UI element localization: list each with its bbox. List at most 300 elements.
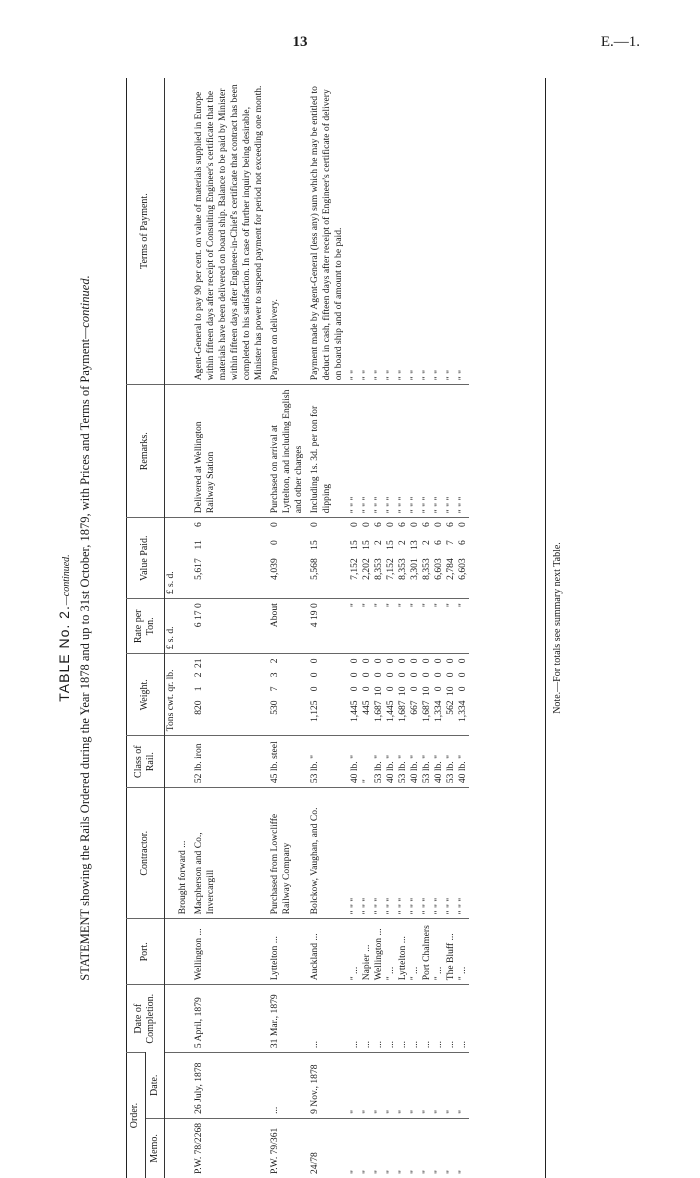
value-pence: 0	[308, 522, 320, 528]
cell-completion: ...	[372, 1040, 384, 1049]
cell-memo	[433, 1118, 445, 1178]
cell-class	[189, 736, 265, 788]
value-pounds: 5,568	[308, 558, 320, 580]
cell-contractor: " " "	[396, 897, 408, 915]
cell-contractor	[397, 788, 409, 919]
statement-heading	[78, 78, 93, 1178]
table-row	[457, 78, 469, 1178]
value-shillings: 15	[308, 540, 320, 550]
cell-remarks	[189, 385, 265, 518]
cell-remarks: " " "	[348, 496, 360, 514]
weight-qr: 0	[360, 672, 372, 678]
cell-contractor	[177, 788, 189, 919]
cell-port: Port Chalmers	[420, 925, 432, 981]
cell-class: 40 lb. "	[432, 754, 444, 784]
value-pence: 6	[192, 522, 204, 528]
cell-contractor	[385, 788, 397, 919]
cell-value	[265, 518, 305, 599]
cell-port: " ...	[408, 966, 420, 981]
cell-date	[457, 1053, 469, 1119]
value-pounds: 6,603	[432, 558, 444, 580]
value-pounds: 5,617	[192, 558, 204, 580]
cell-remarks	[373, 385, 385, 518]
value-pounds: 2,784	[444, 558, 456, 580]
cell-rate: 4 19 0	[308, 603, 320, 628]
page-number: 13	[292, 34, 308, 50]
cell-contractor: Purchased from Lowcliffe Railway Company	[268, 813, 292, 915]
value-shillings: 2	[372, 540, 384, 546]
value-pence: 0	[408, 522, 420, 528]
table-row	[305, 78, 345, 1178]
weight-lb: 0	[384, 658, 396, 664]
cell-date: 9 Nov., 1878	[308, 1064, 320, 1114]
cell-contractor	[265, 788, 305, 919]
cell-completion	[265, 985, 305, 1053]
cell-date	[445, 1053, 457, 1119]
cell-rate	[305, 599, 345, 654]
cell-class: 52 lb. iron	[192, 743, 204, 784]
cell-class	[433, 736, 445, 788]
table-row	[445, 78, 457, 1178]
value-pounds: 8,353	[396, 558, 408, 580]
cell-rate	[409, 599, 421, 654]
cell-class: 40 lb. "	[408, 754, 420, 784]
cell-terms	[373, 78, 385, 385]
cell-date	[189, 1053, 265, 1119]
weight-tons: 1,334	[432, 700, 444, 722]
value-pounds: 7,152	[348, 558, 360, 580]
cell-class	[177, 736, 189, 788]
cell-remarks	[433, 385, 445, 518]
cell-port: " ...	[348, 966, 360, 981]
table-note: Note.—For totals see summary next Table.	[552, 542, 563, 714]
cell-terms: " "	[420, 370, 432, 381]
weight-lb: 0	[396, 658, 408, 664]
document-ref: E.—1.	[600, 34, 640, 50]
header-terms: Terms of Payment.	[126, 78, 165, 385]
weight-lb: 0	[348, 658, 360, 664]
cell-contractor	[445, 788, 457, 919]
cell-completion	[345, 985, 361, 1053]
cell-contractor	[345, 788, 361, 919]
cell-date: "	[408, 1109, 420, 1114]
cell-memo: "	[456, 1170, 468, 1174]
cell-value	[385, 518, 397, 599]
cell-contractor	[421, 788, 433, 919]
cell-port: Wellington ...	[372, 928, 384, 981]
cell-memo	[361, 1118, 373, 1178]
value-pence: 0	[348, 522, 360, 528]
cell-terms: " "	[432, 370, 444, 381]
cell-terms	[457, 78, 469, 385]
table-row	[409, 78, 421, 1178]
cell-terms: Agent-General to pay 90 per cent. on value of materials supplied in Europe within fifteen days after receipt of Consulting Engineer's certificate that the materials have been delivered on board ship. Balance to be paid by Minister within fifteen days after Engineer-in-Chief's certificate that contract has been completed to his satisfaction. In case of further inquiry being desirable, Minister has power to suspend payment for period not exceeding one month.	[192, 84, 264, 381]
cell-memo: "	[372, 1170, 384, 1174]
cell-rate: 6 17 0	[192, 603, 204, 628]
statement-text: STATEMENT showing the Rails Ordered during the Year 1878 and up to 31st October, 1879, with Prices and Terms of Payment	[78, 338, 92, 981]
cell-memo	[445, 1118, 457, 1178]
cell-memo: "	[360, 1170, 372, 1174]
header-order: Order.	[126, 1053, 145, 1178]
cell-date: "	[360, 1109, 372, 1114]
cell-port: Lyttelton ...	[268, 936, 280, 981]
table-row	[385, 78, 397, 1178]
cell-class: 40 lb. "	[456, 754, 468, 784]
cell-remarks	[457, 385, 469, 518]
cell-weight	[189, 654, 265, 736]
value-shillings: 0	[268, 540, 280, 546]
cell-contractor	[305, 788, 345, 919]
cell-value	[345, 518, 361, 599]
weight-qr: 0	[456, 672, 468, 678]
cell-class: 53 lb. "	[308, 754, 320, 784]
table-row	[433, 78, 445, 1178]
weight-tons: 445	[360, 700, 372, 715]
weight-qr: 2	[192, 672, 204, 678]
header-rate: Rate per Ton.	[126, 599, 165, 654]
weight-cwt: 0	[360, 686, 372, 692]
cell-remarks: Delivered at Wellington Railway Station	[192, 421, 216, 514]
cell-weight	[305, 654, 345, 736]
cell-terms	[397, 78, 409, 385]
cell-weight	[373, 654, 385, 736]
cell-port	[345, 919, 361, 985]
cell-date: "	[432, 1109, 444, 1114]
cell-contractor	[373, 788, 385, 919]
weight-tons: 1,445	[384, 700, 396, 722]
cell-memo	[305, 1118, 345, 1178]
cell-completion	[433, 985, 445, 1053]
cell-value	[397, 518, 409, 599]
cell-remarks	[409, 385, 421, 518]
cell-class: "	[360, 779, 372, 784]
cell-class	[305, 736, 345, 788]
cell-value	[189, 518, 265, 599]
cell-memo	[177, 1118, 189, 1178]
cell-terms	[177, 78, 189, 385]
weight-cwt: 7	[268, 686, 280, 692]
cell-value	[421, 518, 433, 599]
weight-tons: 1,125	[308, 700, 320, 722]
value-pence: 0	[384, 522, 396, 528]
cell-date: "	[384, 1109, 396, 1114]
table-row	[421, 78, 433, 1178]
cell-memo: "	[420, 1170, 432, 1174]
cell-contractor	[189, 788, 265, 919]
cell-memo	[265, 1118, 305, 1178]
cell-class	[361, 736, 373, 788]
cell-date: "	[348, 1109, 360, 1114]
cell-weight	[345, 654, 361, 736]
cell-memo: "	[444, 1170, 456, 1174]
cell-completion: ...	[420, 1040, 432, 1049]
cell-class	[397, 736, 409, 788]
cell-memo	[189, 1118, 265, 1178]
cell-class	[409, 736, 421, 788]
cell-value	[361, 518, 373, 599]
value-pounds: 2,202	[360, 558, 372, 580]
cell-date	[433, 1053, 445, 1119]
cell-completion: ...	[456, 1040, 468, 1049]
cell-remarks	[177, 385, 189, 518]
cell-date: "	[420, 1109, 432, 1114]
cell-rate	[373, 599, 385, 654]
cell-contractor: " " "	[420, 897, 432, 915]
cell-terms: Payment made by Agent-General (less any) sum which he may be entitled to deduct in cash, fifteen days after receipt of Engineer's certificate of delivery on board ship and of amount to be paid.	[308, 86, 344, 381]
header-class: Class of Rail.	[126, 736, 165, 788]
cell-date	[345, 1053, 361, 1119]
cell-class: 45 lb. steel	[268, 741, 280, 784]
cell-weight	[409, 654, 421, 736]
weight-qr: 0	[308, 672, 320, 678]
cell-remarks: Including 1s. 3d. per ton for dipping	[308, 405, 332, 514]
weight-lb: 2	[268, 658, 280, 664]
cell-memo	[385, 1118, 397, 1178]
cell-port	[421, 919, 433, 985]
cell-date: "	[456, 1109, 468, 1114]
rails-table	[126, 78, 469, 1178]
cell-memo: "	[384, 1170, 396, 1174]
cell-port: " ...	[384, 966, 396, 981]
cell-completion: ...	[348, 1040, 360, 1049]
cell-contractor: Macpherson and Co., Invercargill	[192, 832, 216, 915]
cell-remarks: " " "	[396, 496, 408, 514]
value-pence: 6	[420, 522, 432, 528]
value-pounds: 3,301	[408, 558, 420, 580]
cell-rate: "	[432, 603, 444, 608]
weight-tons: 667	[408, 700, 420, 715]
table-row	[373, 78, 385, 1178]
cell-value	[433, 518, 445, 599]
cell-rate	[345, 599, 361, 654]
weight-tons: 820	[192, 700, 204, 715]
cell-date: 26 July, 1878	[192, 1062, 204, 1114]
cell-completion: 31 Mar., 1879	[268, 994, 280, 1049]
weight-cwt: 0	[432, 686, 444, 692]
weight-cwt: 10	[372, 686, 384, 696]
header-remarks: Remarks.	[126, 385, 165, 518]
cell-completion: ...	[308, 1040, 320, 1049]
value-pounds: 6,603	[456, 558, 468, 580]
cell-rate: About	[268, 603, 280, 628]
cell-memo: "	[408, 1170, 420, 1174]
weight-cwt: 10	[444, 686, 456, 696]
table-row	[397, 78, 409, 1178]
cell-date	[421, 1053, 433, 1119]
cell-terms: " "	[360, 370, 372, 381]
cell-remarks	[305, 385, 345, 518]
value-pence: 0	[360, 522, 372, 528]
cell-remarks	[265, 385, 305, 518]
weight-qr: 0	[432, 672, 444, 678]
cell-remarks: " " "	[360, 496, 372, 514]
cell-class	[385, 736, 397, 788]
table-row	[265, 78, 305, 1178]
cell-class	[457, 736, 469, 788]
cell-rate: "	[348, 603, 360, 608]
cell-completion	[421, 985, 433, 1053]
weight-lb: 21	[192, 658, 204, 668]
cell-port	[177, 919, 189, 985]
value-shillings: 15	[360, 540, 372, 550]
cell-contractor	[457, 788, 469, 919]
header-date: Date.	[145, 1053, 165, 1119]
cell-memo	[373, 1118, 385, 1178]
cell-contractor	[361, 788, 373, 919]
cell-port	[445, 919, 457, 985]
cell-completion	[305, 985, 345, 1053]
header-value: Value Paid.	[126, 518, 165, 599]
cell-memo	[457, 1118, 469, 1178]
cell-rate: "	[360, 603, 372, 608]
cell-weight	[385, 654, 397, 736]
cell-contractor	[409, 788, 421, 919]
cell-contractor	[433, 788, 445, 919]
weight-qr: 0	[372, 672, 384, 678]
cell-memo: 24/78	[308, 1152, 320, 1174]
units-rate: £ s. d.	[165, 599, 177, 654]
cell-port	[189, 919, 265, 985]
cell-port: " ...	[456, 966, 468, 981]
cell-remarks: " " "	[432, 496, 444, 514]
cell-remarks	[397, 385, 409, 518]
cell-class: 53 lb. "	[396, 754, 408, 784]
cell-terms: " "	[408, 370, 420, 381]
weight-tons: 1,687	[396, 700, 408, 722]
weight-lb: 0	[420, 658, 432, 664]
weight-qr: 0	[408, 672, 420, 678]
cell-value	[457, 518, 469, 599]
cell-port: Auckland ...	[308, 933, 320, 981]
value-shillings: 13	[408, 540, 420, 550]
cell-value	[445, 518, 457, 599]
cell-value	[409, 518, 421, 599]
cell-completion	[385, 985, 397, 1053]
cell-terms	[361, 78, 373, 385]
weight-cwt: 10	[396, 686, 408, 696]
value-shillings: 15	[384, 540, 396, 550]
cell-remarks	[421, 385, 433, 518]
cell-weight	[433, 654, 445, 736]
cell-memo	[345, 1118, 361, 1178]
cell-port: The Bluff ...	[444, 933, 456, 981]
cell-value	[305, 518, 345, 599]
value-pounds: 7,152	[384, 558, 396, 580]
cell-completion: ...	[360, 1040, 372, 1049]
cell-remarks: " " "	[456, 496, 468, 514]
cell-port: Lyttelton ...	[396, 936, 408, 981]
weight-lb: 0	[456, 658, 468, 664]
cell-weight	[177, 654, 189, 736]
weight-lb: 0	[372, 658, 384, 664]
table-row	[361, 78, 373, 1178]
cell-completion: ...	[444, 1040, 456, 1049]
cell-date	[265, 1053, 305, 1119]
cell-rate	[177, 599, 189, 654]
cell-contractor: " " "	[348, 897, 360, 915]
cell-remarks	[361, 385, 373, 518]
cell-date	[177, 1053, 189, 1119]
table-title-continued: —continued.	[61, 554, 72, 606]
value-pence: 6	[372, 522, 384, 528]
value-pounds: 8,353	[372, 558, 384, 580]
weight-lb: 0	[308, 658, 320, 664]
cell-terms	[265, 78, 305, 385]
cell-rate	[265, 599, 305, 654]
cell-port: Wellington ...	[192, 928, 204, 981]
cell-completion	[409, 985, 421, 1053]
cell-terms: " "	[372, 370, 384, 381]
weight-cwt: 0	[408, 686, 420, 692]
cell-date	[305, 1053, 345, 1119]
weight-tons: 1,687	[420, 700, 432, 722]
cell-rate: "	[420, 603, 432, 608]
cell-port	[457, 919, 469, 985]
cell-port	[305, 919, 345, 985]
value-pence: 6	[396, 522, 408, 528]
cell-completion	[189, 985, 265, 1053]
cell-completion	[397, 985, 409, 1053]
weight-qr: 0	[384, 672, 396, 678]
cell-port: " ...	[432, 966, 444, 981]
header-weight: Weight.	[126, 654, 165, 736]
statement-continued: —continued.	[78, 275, 92, 339]
weight-cwt: 1	[192, 686, 204, 692]
cell-completion: 5 April, 1879	[192, 997, 204, 1049]
value-pence: 6	[444, 522, 456, 528]
cell-rate: "	[396, 603, 408, 608]
cell-terms: " "	[456, 370, 468, 381]
cell-memo	[409, 1118, 421, 1178]
cell-terms: " "	[348, 370, 360, 381]
cell-remarks: " " "	[372, 496, 384, 514]
cell-rate	[385, 599, 397, 654]
cell-remarks	[345, 385, 361, 518]
cell-port	[385, 919, 397, 985]
cell-value	[177, 518, 189, 599]
cell-weight	[457, 654, 469, 736]
cell-rate	[433, 599, 445, 654]
cell-port	[373, 919, 385, 985]
cell-date: ...	[268, 1106, 280, 1114]
weight-tons: 530	[268, 700, 280, 715]
cell-contractor: " " "	[456, 897, 468, 915]
cell-remarks: " " "	[408, 496, 420, 514]
cell-terms	[305, 78, 345, 385]
header-port: Port.	[126, 919, 165, 985]
value-shillings: 2	[396, 540, 408, 546]
table-title	[56, 78, 72, 1178]
value-pounds: 4,039	[268, 558, 280, 580]
table-row	[177, 78, 189, 1178]
value-shillings: 6	[432, 540, 444, 546]
weight-cwt: 0	[384, 686, 396, 692]
cell-weight	[421, 654, 433, 736]
cell-completion	[457, 985, 469, 1053]
cell-memo: "	[396, 1170, 408, 1174]
table-title-main: TABLE No. 2.	[56, 605, 72, 702]
weight-tons: 1,445	[348, 700, 360, 722]
cell-terms	[445, 78, 457, 385]
cell-contractor: " " "	[372, 897, 384, 915]
cell-rate	[421, 599, 433, 654]
cell-remarks	[385, 385, 397, 518]
cell-rate	[397, 599, 409, 654]
cell-completion: ...	[384, 1040, 396, 1049]
cell-terms: " "	[444, 370, 456, 381]
cell-contractor: " " "	[444, 897, 456, 915]
cell-class	[265, 736, 305, 788]
